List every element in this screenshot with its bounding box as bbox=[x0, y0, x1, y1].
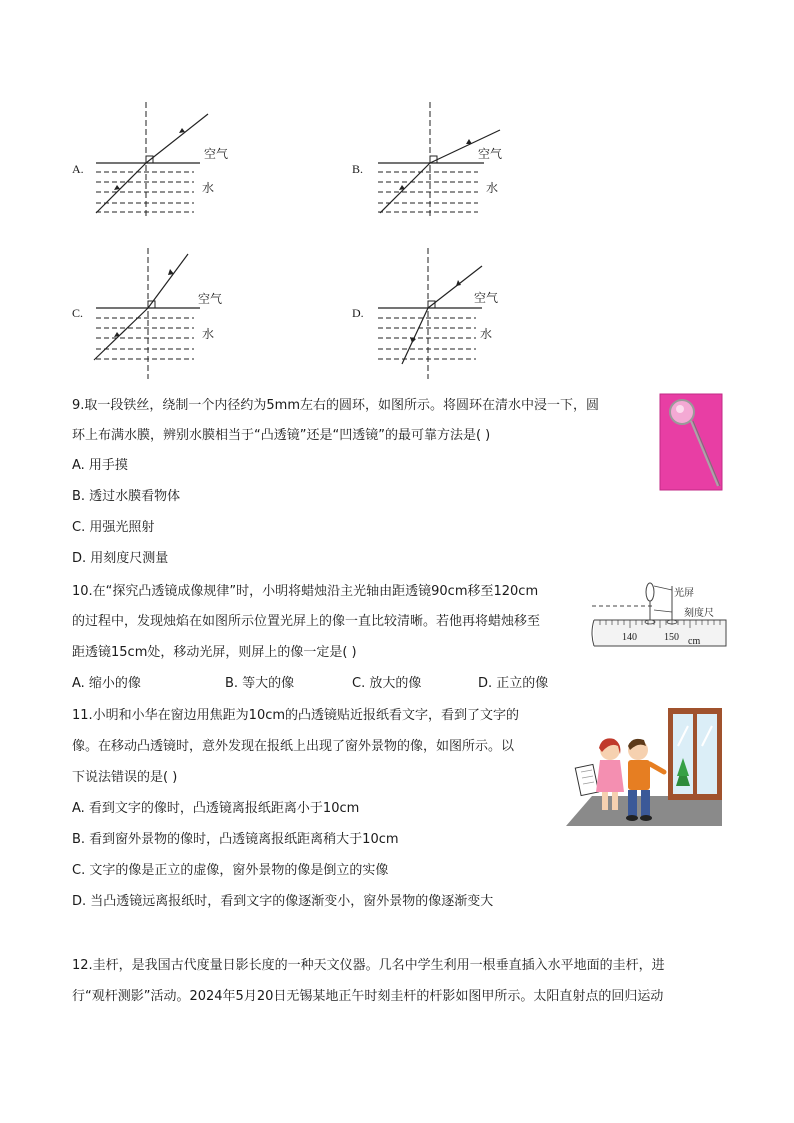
q10-text-line-3: 距透镜15cm处，移动光屏，则屏上的像一定是( ) bbox=[72, 645, 357, 660]
q12-text-line-2: 行“观杆测影”活动。2024年5月20日无锡某地正午时刻圭杆的杆影如图甲所示。太阳直射点的回归运动 bbox=[72, 989, 664, 1004]
q12-text-line-1: 12.圭杆，是我国古代度量日影长度的一种天文仪器。几名中学生利用一根垂直插入水平地面的圭杆，进 bbox=[72, 958, 665, 973]
q11-option-b[interactable]: B. 看到窗外景物的像时，凸透镜离报纸距离稍大于10cm bbox=[72, 832, 399, 847]
air-label: 空气 bbox=[474, 291, 499, 305]
q9-text-line-1: 9.取一段铁丝，绕制一个内径约为5mm左右的圆环，如图所示。将圆环在清水中浸一下，圆 bbox=[72, 398, 600, 413]
refraction-diagram-d bbox=[372, 246, 532, 381]
air-label: 空气 bbox=[204, 147, 229, 161]
q9-text-line-2: 环上布满水膜，辨别水膜相当于“凸透镜”还是“凹透镜”的最可靠方法是( ) bbox=[72, 428, 491, 443]
option-c-label[interactable]: C. bbox=[72, 306, 84, 320]
air-label: 空气 bbox=[478, 147, 503, 161]
option-d-label[interactable]: D. bbox=[352, 306, 364, 320]
wire-ring-image bbox=[660, 394, 722, 490]
ruler-label: 刻度尺 bbox=[684, 608, 714, 619]
q10-option-a[interactable]: A. 缩小的像 bbox=[72, 676, 141, 691]
q9-option-a[interactable]: A. 用手摸 bbox=[72, 458, 128, 473]
children-window-illustration bbox=[566, 706, 726, 830]
tick-label-140: 140 bbox=[622, 632, 637, 643]
air-label: 空气 bbox=[198, 292, 223, 306]
water-label: 水 bbox=[202, 181, 215, 195]
refraction-diagram-b bbox=[372, 100, 532, 220]
q10-option-b[interactable]: B. 等大的像 bbox=[225, 676, 295, 691]
q11-option-c[interactable]: C. 文字的像是正立的虚像，窗外景物的像是倒立的实像 bbox=[72, 863, 389, 878]
optical-bench-figure bbox=[592, 580, 732, 654]
ruler-unit-label: cm bbox=[688, 636, 701, 647]
refraction-diagram-a bbox=[90, 100, 250, 220]
option-a-label[interactable]: A. bbox=[72, 162, 84, 176]
q10-option-c[interactable]: C. 放大的像 bbox=[352, 676, 422, 691]
water-label: 水 bbox=[480, 327, 493, 341]
q10-option-d[interactable]: D. 正立的像 bbox=[478, 676, 549, 691]
q10-text-line-1: 10.在“探究凸透镜成像规律”时，小明将蜡烛沿主光轴由距透镜90cm移至120cm bbox=[72, 584, 539, 599]
water-label: 水 bbox=[486, 181, 499, 195]
q11-text-line-2: 像。在移动凸透镜时，意外发现在报纸上出现了窗外景物的像，如图所示。以 bbox=[72, 739, 515, 754]
q11-text-line-1: 11.小明和小华在窗边用焦距为10cm的凸透镜贴近报纸看文字，看到了文字的 bbox=[72, 708, 520, 723]
q11-text-line-3: 下说法错误的是( ) bbox=[72, 770, 178, 785]
water-label: 水 bbox=[202, 327, 215, 341]
q9-option-c[interactable]: C. 用强光照射 bbox=[72, 520, 155, 535]
tick-label-150: 150 bbox=[664, 632, 679, 643]
q11-option-a[interactable]: A. 看到文字的像时，凸透镜离报纸距离小于10cm bbox=[72, 801, 360, 816]
q9-option-b[interactable]: B. 透过水膜看物体 bbox=[72, 489, 181, 504]
q11-option-d[interactable]: D. 当凸透镜远离报纸时，看到文字的像逐渐变小，窗外景物的像逐渐变大 bbox=[72, 894, 494, 909]
q10-text-line-2: 的过程中，发现烛焰在如图所示位置光屏上的像一直比较清晰。若他再将蜡烛移至 bbox=[72, 614, 541, 629]
q9-option-d[interactable]: D. 用刻度尺测量 bbox=[72, 551, 169, 566]
screen-label: 光屏 bbox=[674, 588, 694, 599]
refraction-diagram-c bbox=[90, 246, 250, 381]
option-b-label[interactable]: B. bbox=[352, 162, 364, 176]
